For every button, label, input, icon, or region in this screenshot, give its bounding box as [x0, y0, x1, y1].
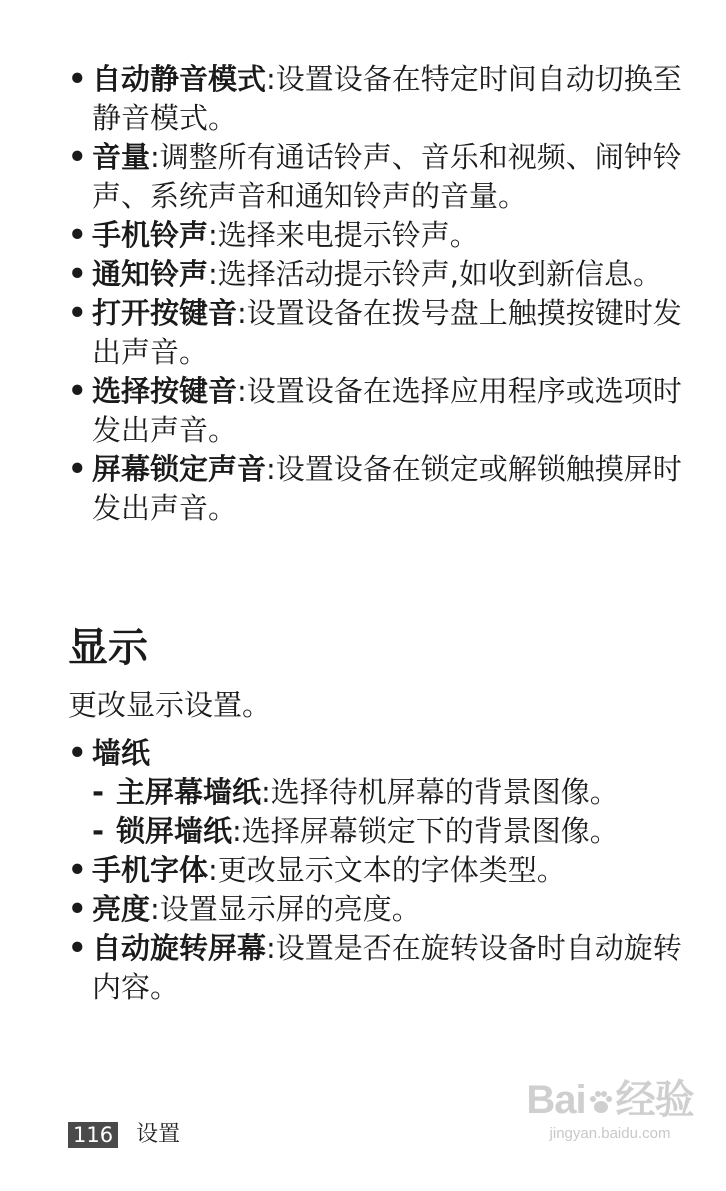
- item-term: 亮度: [92, 892, 151, 926]
- item-term: 主屏幕墙纸: [116, 775, 262, 809]
- list-item: [68, 216, 688, 255]
- list-item: [68, 372, 688, 450]
- watermark-logo: [520, 1076, 700, 1124]
- item-description: 选择待机屏幕的背景图像。: [270, 775, 619, 809]
- item-description: 设置显示屏的亮度。: [159, 892, 421, 926]
- section-intro: 更改显示设置。: [68, 688, 272, 722]
- bullet: •: [68, 296, 87, 330]
- item-description: 设置设备在拨号盘上触摸按键时发出声音。: [92, 296, 682, 369]
- item-description: 选择屏幕锁定下的背景图像。: [241, 814, 619, 848]
- bullet: •: [68, 736, 87, 770]
- bullet: •: [68, 140, 87, 174]
- bullet: •: [68, 218, 87, 252]
- item-term: 选择按键音: [92, 374, 238, 408]
- item-term: 自动静音模式: [92, 62, 267, 96]
- list-item: [68, 890, 688, 929]
- item-description: 选择来电提示铃声。: [217, 218, 479, 252]
- item-description: 设置是否在旋转设备时自动旋转内容。: [92, 931, 682, 1004]
- item-colon: :: [266, 931, 276, 965]
- item-colon: :: [208, 218, 218, 252]
- item-description: 设置设备在特定时间自动切换至静音模式。: [92, 62, 682, 135]
- watermark-logo-right: 经验: [615, 1078, 694, 1122]
- bullet: •: [68, 452, 87, 486]
- item-colon: :: [150, 140, 160, 174]
- item-term: 锁屏墙纸: [116, 814, 233, 848]
- list-item: [68, 450, 688, 528]
- item-description: 更改显示文本的字体类型。: [217, 853, 566, 887]
- item-term: 音量: [92, 140, 151, 174]
- item-colon: :: [266, 62, 276, 96]
- bullet: •: [68, 931, 87, 965]
- item-description: 调整所有通话铃声、音乐和视频、闹钟铃声、系统声音和通知铃声的音量。: [92, 140, 682, 213]
- item-colon: :: [208, 257, 218, 291]
- item-description: 设置设备在选择应用程序或选项时发出声音。: [92, 374, 682, 447]
- page-footer: [68, 1122, 180, 1148]
- item-colon: :: [150, 892, 160, 926]
- list-item: [68, 929, 688, 1007]
- bullet: •: [68, 257, 87, 291]
- item-term: 通知铃声: [92, 257, 209, 291]
- bullet: •: [68, 853, 87, 887]
- list-item: [68, 255, 688, 294]
- item-term: 手机铃声: [92, 218, 209, 252]
- item-term: 自动旋转屏幕: [92, 931, 267, 965]
- baidu-jingyan-watermark: [520, 1076, 700, 1166]
- item-colon: :: [237, 374, 247, 408]
- item-term: 打开按键音: [92, 296, 238, 330]
- watermark-logo-left: Bai: [526, 1078, 586, 1122]
- list-item-wallpaper: [68, 734, 688, 851]
- sublist-item: [92, 812, 688, 851]
- list-item: [68, 138, 688, 216]
- list-item: [68, 60, 688, 138]
- item-colon: :: [266, 452, 276, 486]
- list-item: [68, 851, 688, 890]
- bullet: •: [68, 62, 87, 96]
- bullet: •: [68, 374, 87, 408]
- wallpaper-sublist: [92, 773, 688, 851]
- item-colon: :: [232, 814, 242, 848]
- dash: -: [92, 775, 105, 809]
- item-term: 屏幕锁定声音: [92, 452, 267, 486]
- item-description: 设置设备在锁定或解锁触摸屏时发出声音。: [92, 452, 682, 525]
- sound-settings-list: [68, 60, 688, 528]
- watermark-url: jingyan.baidu.com: [549, 1125, 671, 1142]
- item-term: 手机字体: [92, 853, 209, 887]
- display-settings-list: [68, 734, 688, 1007]
- item-colon: :: [208, 853, 218, 887]
- page-number: 116: [68, 1122, 118, 1148]
- paw-icon: [586, 1087, 616, 1117]
- item-colon: :: [237, 296, 247, 330]
- item-term: 墙纸: [92, 736, 151, 770]
- item-description: 选择活动提示铃声,如收到新信息。: [217, 257, 663, 291]
- section-title-display: 显示: [68, 625, 148, 671]
- bullet: •: [68, 892, 87, 926]
- list-item: [68, 294, 688, 372]
- sublist-item: [92, 773, 688, 812]
- footer-section-label: 设置: [136, 1122, 181, 1147]
- dash: -: [92, 814, 105, 848]
- item-colon: :: [261, 775, 271, 809]
